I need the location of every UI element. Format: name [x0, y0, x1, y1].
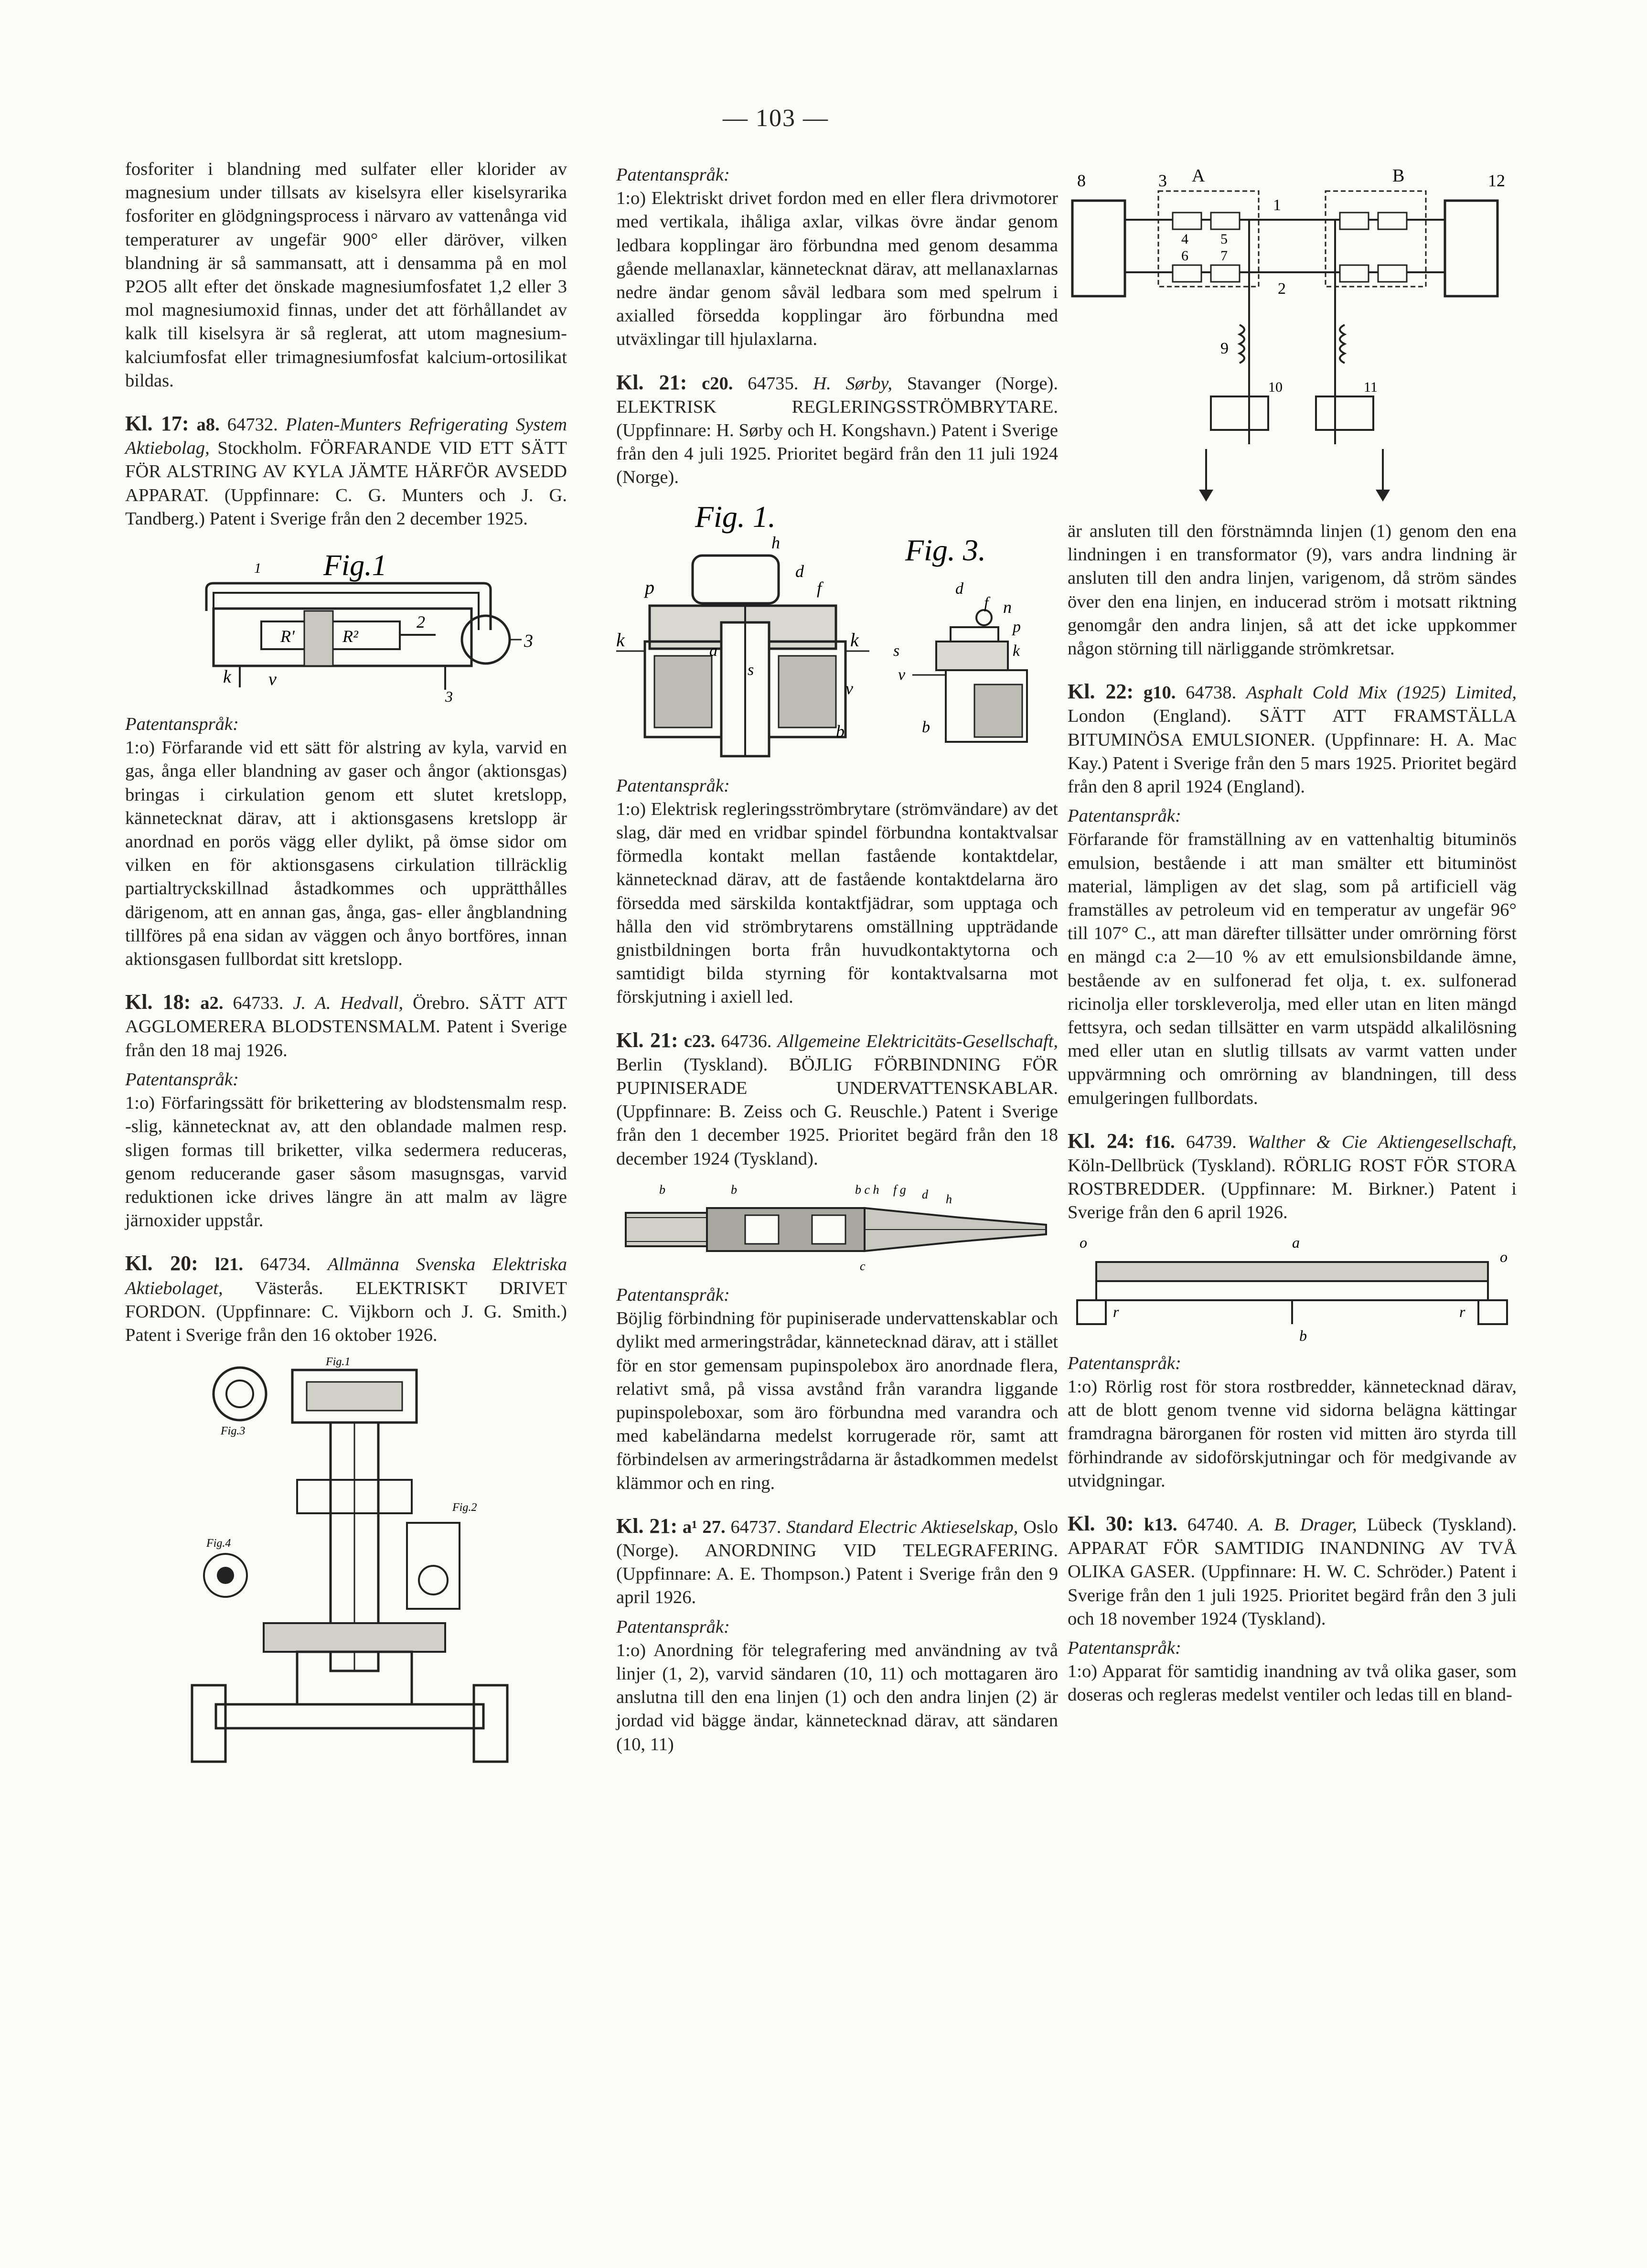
- claims-heading: Patentanspråk:: [616, 1284, 730, 1305]
- patent-number: 64737.: [730, 1517, 787, 1537]
- entry-details: Berlin (Tyskland). BÖJLIG FÖRBINDNING FÖR PUPINISERADE UNDERVATTENSKABLAR. (Uppfinnare: B. Zeiss och G. Reuschle.) Patent i Sverige från den 1 december 1925. Prioritet begärd från den 18 december 1924 (Tyskland).: [616, 1054, 1058, 1169]
- class-label: Kl. 21:: [616, 1028, 678, 1052]
- figure-label: f g: [893, 1182, 906, 1197]
- patent-entry-64738: [1068, 680, 1517, 799]
- figure-label: k: [1013, 642, 1020, 660]
- figure-label: 6: [1181, 248, 1188, 264]
- figure-label: n: [1003, 597, 1012, 617]
- figure-label: k: [850, 629, 859, 651]
- claim-text: 1:o) Anordning för telegrafering med användning av två linjer (1, 2), varvid sändaren (10, 11) och mottagaren äro anslutna till den ena linjen (1) och den andra linjen (2) är jordad vid bägge ändar, kännetecknad därav, att sändaren (10, 11): [616, 1640, 1058, 1754]
- patent-entry-64732: [125, 412, 567, 531]
- figure-label: A: [1192, 167, 1205, 186]
- patent-entry-64739: [1068, 1129, 1517, 1225]
- applicant: J. A. Hedvall,: [293, 993, 404, 1014]
- figure-label: 3: [524, 631, 533, 652]
- applicant: A. B. Drager,: [1248, 1514, 1357, 1535]
- figure-label: h: [771, 533, 780, 552]
- figure-label: 3: [1158, 171, 1167, 190]
- figure-label: r: [1113, 1303, 1119, 1320]
- figure-label: k: [616, 629, 625, 651]
- figure-label: 7: [1220, 248, 1228, 264]
- column-right: [1068, 167, 1517, 1707]
- paragraph: fosforiter i blandning med sulfater eller klorider av magnesium under tillsats av kiselsyra eller kiselsyrarika fosforiter en glödgningsprocess i närvaro av vattenånga vid temperaturer av ungefär 900° eller däröver, vilken blandning är så sammansatt, att i densamma på en mol P2O5 allt efter det önskade magnesiumfosfatet 1,2 eller 3 mol magnesiumoxid finnas, under det att förhållandet av kalk till kiselsyra är så reglerat, att utom magnesium-kalciumfosfat eller trimagnesiumfosfat kalcium-ortosilikat bildas.: [125, 159, 567, 391]
- page-number: — 103 —: [723, 105, 829, 132]
- applicant: Asphalt Cold Mix (1925) Limited,: [1246, 683, 1517, 703]
- figure-telegraph-circuit: [1068, 167, 1517, 511]
- figure-caption: Fig.1: [323, 549, 387, 582]
- figure-label: v: [268, 669, 277, 690]
- figure-label: d: [955, 579, 963, 598]
- applicant: H. Sørby,: [813, 373, 893, 394]
- figure-label: p: [1013, 618, 1021, 636]
- figure-label: b: [1299, 1327, 1307, 1343]
- patent-entry-64737: [616, 1514, 1058, 1610]
- applicant: Allgemeine Elektricitäts-Gesellschaft,: [777, 1031, 1058, 1051]
- patent-entry-64736: [616, 1028, 1058, 1171]
- figure-label: b: [922, 718, 930, 736]
- claim-text: Förfarande för framställning av en vattenhaltig bituminös emulsion, bestående i att man smälter ett bituminöst material, lämpligen av det slag, som på artificiell väg framställes av petroleum vid en temperatur av ungefär 96° till 107° C., att man därefter tillsätter under omrörning först en mängd c:a 2—10 % av ett emulsionsbildande ämne, bestående av en sulfonerad fet olja, t. ex. sulfonerad ricinolja eller torskleverolja, med eller utan en liten mängd fettsyra, och sedan tillsätter en varm utspädd alkalilösning med eller utan en slutlig tillsats av varmt vatten under uppvärmning och omrörning av blandningen, till dess emulgeringen fullbordats.: [1068, 829, 1517, 1108]
- figure-label: R²: [342, 627, 358, 646]
- figure-label: 9: [1220, 340, 1229, 357]
- subclass: c20.: [702, 373, 733, 394]
- patent-entry-64735: [616, 371, 1058, 490]
- figure-label: f: [817, 578, 822, 598]
- figure-label: a: [1292, 1233, 1300, 1251]
- patent-entry-64733: [125, 990, 567, 1062]
- figure-label: Fig.1: [326, 1356, 351, 1369]
- figure-label: b c h: [855, 1182, 879, 1197]
- claim-text: 1:o) Apparat för samtidig inandning av två olika gaser, som doseras och regleras medelst ventiler och ledas till en bland-: [1068, 1661, 1517, 1705]
- figure-label: 3: [445, 688, 453, 705]
- class-label: Kl. 17:: [125, 412, 189, 436]
- figure-label: f: [984, 594, 989, 612]
- entry-details: Oslo (Norge). ANORDNING VID TELEGRAFERING. (Uppfinnare: A. E. Thompson.) Patent i Sverige från den 9 april 1926.: [616, 1517, 1059, 1608]
- claims-heading: Patentanspråk:: [125, 1069, 239, 1090]
- figure-label: 11: [1364, 379, 1378, 395]
- subclass: g10.: [1143, 683, 1176, 703]
- figure-label: o: [1080, 1233, 1087, 1251]
- entry-details: Stavanger (Norge). ELEKTRISK REGLERINGSSTRÖMBRYTARE. (Uppfinnare: H. Sørby och H. Kongshavn.) Patent i Sverige från den 4 juli 1925. Prioritet begärd från den 11 juli 1924 (Norge).: [616, 373, 1059, 488]
- figure-moving-grate: [1068, 1233, 1517, 1343]
- patent-number: 64734.: [260, 1254, 328, 1275]
- figure-label: 12: [1488, 171, 1505, 190]
- entry-details: Stockholm. FÖRFARANDE VID ETT SÄTT FÖR ALSTRING AV KYLA JÄMTE HÄRFÖR AVSEDD APPARAT. (Uppfinnare: C. G. Munters och J. G. Tandberg.) Patent i Sverige från den 2 december 1925.: [125, 438, 567, 529]
- patent-number: 64733.: [233, 993, 293, 1014]
- figure-label: 10: [1268, 379, 1283, 395]
- patent-number: 64735.: [748, 373, 813, 394]
- figure-label: k: [223, 667, 231, 687]
- claim-text: 1:o) Förfarande vid ett sätt för alstring av kyla, varvid en gas, ånga eller blandning av gaser och ångor (aktionsgas) bringas i cirkulation genom ett slutet kretslopp, kännetecknat därav, att i aktionsgasens kretslopp är anordnad en porös vägg eller dylikt, på ömse sidor om vilken en för aktionsgasens cirkulation tillräcklig partialtryckskillnad åstadkommes och upprätthålles därigenom, att en annan gas, ånga, gas- eller ångblandning tillföres på ena sidan av väggen och ånyo bortföres, innan aktionsgasen fullbordat sitt kretslopp.: [125, 738, 567, 970]
- figure-label: a: [709, 642, 717, 660]
- claim-text: 1:o) Elektriskt drivet fordon med en eller flera drivmotorer med vertikala, ihåliga axlar, vilkas övre ändar genom ledbara kopplingar äro förbundna med genom desamma gående mellanaxlar, kännetecknat därav, att mellanaxlarnas nedre ändar genom såväl ledbara som med spelrum i axialled försedda kopplingar äro förbundna med utväxlingar till hjulaxlarna.: [616, 188, 1058, 350]
- figure-label: d: [795, 561, 804, 581]
- class-label: Kl. 21:: [616, 1514, 678, 1538]
- entry-details: Örebro. SÄTT ATT AGGLOMERERA BLODSTENSMALM. Patent i Sverige från den 18 maj 1926.: [125, 993, 567, 1060]
- class-label: Kl. 22:: [1068, 680, 1134, 704]
- figure-label: s: [748, 661, 754, 679]
- subclass: a8.: [196, 415, 220, 435]
- claim-text: Böjlig förbindning för pupiniserade undervattenskablar och dylikt med armeringstrådar, kännetecknad därav, att i stället för en stor gemensam pupinspolebox äro anordnade flera, relativt små, på vissa avstånd från varandra liggande pupinspoleboxar, som äro förbundna med varandra och med kabeländarna medelst korrugerade rör, samt att förbindelsen av armeringstrådarna är åstadkommen medelst klämmor och en ring.: [616, 1308, 1058, 1493]
- subclass: l21.: [215, 1254, 244, 1275]
- class-label: Kl. 21:: [616, 370, 687, 394]
- patent-number: 64740.: [1187, 1514, 1248, 1535]
- figure-label: 5: [1220, 231, 1228, 247]
- subclass: a¹ 27.: [682, 1517, 726, 1537]
- figure-label: 8: [1077, 171, 1086, 190]
- patent-number: 64736.: [721, 1031, 778, 1051]
- claims-heading: Patentanspråk:: [1068, 1353, 1181, 1373]
- figure-label: Fig.2: [452, 1501, 477, 1514]
- patent-number: 64739.: [1186, 1132, 1248, 1152]
- figure-label: p: [645, 576, 654, 598]
- class-label: Kl. 18:: [125, 990, 191, 1014]
- figure-label: b: [731, 1182, 737, 1197]
- subclass: a2.: [200, 993, 224, 1014]
- claims-heading: Patentanspråk:: [616, 775, 730, 796]
- subclass: c23.: [684, 1031, 716, 1051]
- figure-label: B: [1392, 167, 1405, 186]
- figure-caption: Fig. 1.: [695, 499, 776, 534]
- patent-number: 64732.: [227, 415, 286, 435]
- figure-label: 4: [1181, 231, 1188, 247]
- entry-details: Lübeck (Tyskland). APPARAT FÖR SAMTIDIG INANDNING AV TVÅ OLIKA GASER. (Uppfinnare: H. W. C. Schröder.) Patent i Sverige från den 1 juli 1925. Prioritet begärd från den 3 juli och 18 november 1924 (Tyskland).: [1068, 1514, 1517, 1629]
- entry-details: Köln-Dellbrück (Tyskland). RÖRLIG ROST FÖR STORA ROSTBREDDER. (Uppfinnare: M. Birkner.) Patent i Sverige från den 6 april 1926.: [1068, 1155, 1517, 1223]
- patent-number: 64738.: [1186, 683, 1246, 703]
- figure-label: b: [836, 721, 845, 741]
- figure-label: d: [922, 1187, 928, 1201]
- figure-label: 2: [417, 612, 425, 632]
- claim-text: 1:o) Elektrisk regleringsströmbrytare (strömvändare) av det slag, där med en vridbar spindel förbundna kontaktvalsar förmedla kontakt mellan fastående kontaktdelar, kännetecknad därav, att de fastående kontaktdelarna äro försedda med särskilda kontaktfjädrar, som upptaga och hålla den vid strömbrytarens omställning uppträdande gnistbildningen borta från huvudkontaktytorna och samtidigt bilda styrning för kontaktvalsarna mot förskjutning i axiell led.: [616, 799, 1058, 1007]
- figure-label: s: [893, 642, 900, 660]
- claims-heading: Patentanspråk:: [616, 1616, 730, 1637]
- figure-label: R': [280, 627, 295, 646]
- subclass: k13.: [1144, 1514, 1177, 1535]
- claim-text: 1:o) Rörlig rost för stora rostbredder, kännetecknad därav, att de blott genom tvenne vid sidorna belägna kättingar framdragna bärorganen för rosten vid mitten äro styrda till förhindrande av sidoförskjutningar och för medgivande av utvidgningar.: [1068, 1376, 1517, 1491]
- column-left: [125, 158, 567, 1794]
- figure-label: 1: [254, 560, 261, 577]
- class-label: Kl. 20:: [125, 1252, 198, 1275]
- claims-heading: Patentanspråk:: [125, 714, 239, 735]
- entry-details: Västerås. ELEKTRISKT DRIVET FORDON. (Uppfinnare: C. Vijkborn och J. G. Smith.) Patent i Sverige från den 16 oktober 1926.: [125, 1278, 567, 1345]
- applicant: Platen-Munters Refrigerating System Aktiebolag,: [125, 415, 567, 459]
- figure-cable-joint: [616, 1179, 1058, 1275]
- figure-label: Fig.4: [206, 1537, 231, 1550]
- figure-label: 2: [1278, 280, 1286, 298]
- class-label: Kl. 30:: [1068, 1511, 1134, 1535]
- figure-label: b: [659, 1182, 665, 1197]
- figure-label: o: [1500, 1248, 1508, 1265]
- class-label: Kl. 24:: [1068, 1129, 1135, 1153]
- claims-heading: Patentanspråk:: [616, 165, 730, 185]
- applicant: Walther & Cie Aktiengesellschaft,: [1247, 1132, 1517, 1152]
- patent-entry-64740: [1068, 1512, 1517, 1631]
- figure-label: v: [898, 665, 906, 684]
- claims-heading: Patentanspråk:: [1068, 806, 1181, 826]
- entry-details: London (England). SÄTT ATT FRAMSTÄLLA BITUMINÖSA EMULSIONER. (Uppfinnare: H. A. Mac Kay.) Patent i Sverige från den 5 mars 1925. Prioritet begärd från den 8 april 1924 (England).: [1068, 706, 1517, 797]
- patent-entry-64734: [125, 1252, 567, 1347]
- figure-label: 1: [1273, 196, 1281, 214]
- claim-text: 1:o) Förfaringssätt för brikettering av blodstensmalm resp. -slig, kännetecknat av, att den oblandade malmen resp. sligen formas till briketter, vilka sedermera reduceras, genom reducerande gaser såsom masugnsgas, varvid reduktionen icke drives längre än att malm av lägre järnoxider uppstår.: [125, 1093, 567, 1231]
- column-middle: [616, 158, 1058, 1756]
- figure-cooling-apparatus: [178, 539, 550, 704]
- applicant: Standard Electric Aktieselskap,: [786, 1517, 1018, 1537]
- claim-text: är ansluten till den förstnämnda linjen (1) genom den ena lindningen i en transformator (9), vars andra lindning är ansluten till den andra linjen, varigenom, då ström sändes över den ena linjen, en inducerad ström i motsatt riktning genomgår den andra linjen, så att det icke uppkommer någon störning till närliggande strömkretsar.: [1068, 521, 1517, 659]
- figure-label: c: [860, 1259, 866, 1273]
- figure-regulating-switch: [616, 498, 1058, 766]
- claims-heading: Patentanspråk:: [1068, 1637, 1181, 1658]
- figure-label: r: [1459, 1303, 1465, 1320]
- applicant: Allmänna Svenska Elektriska Aktiebolaget,: [125, 1254, 567, 1298]
- figure-label: v: [845, 678, 853, 698]
- subclass: f16.: [1145, 1132, 1175, 1152]
- figure-electric-vehicle: [187, 1356, 512, 1786]
- figure-label: Fig.3: [221, 1425, 246, 1438]
- figure-label: h: [946, 1192, 952, 1206]
- figure-caption: Fig. 3.: [905, 533, 986, 567]
